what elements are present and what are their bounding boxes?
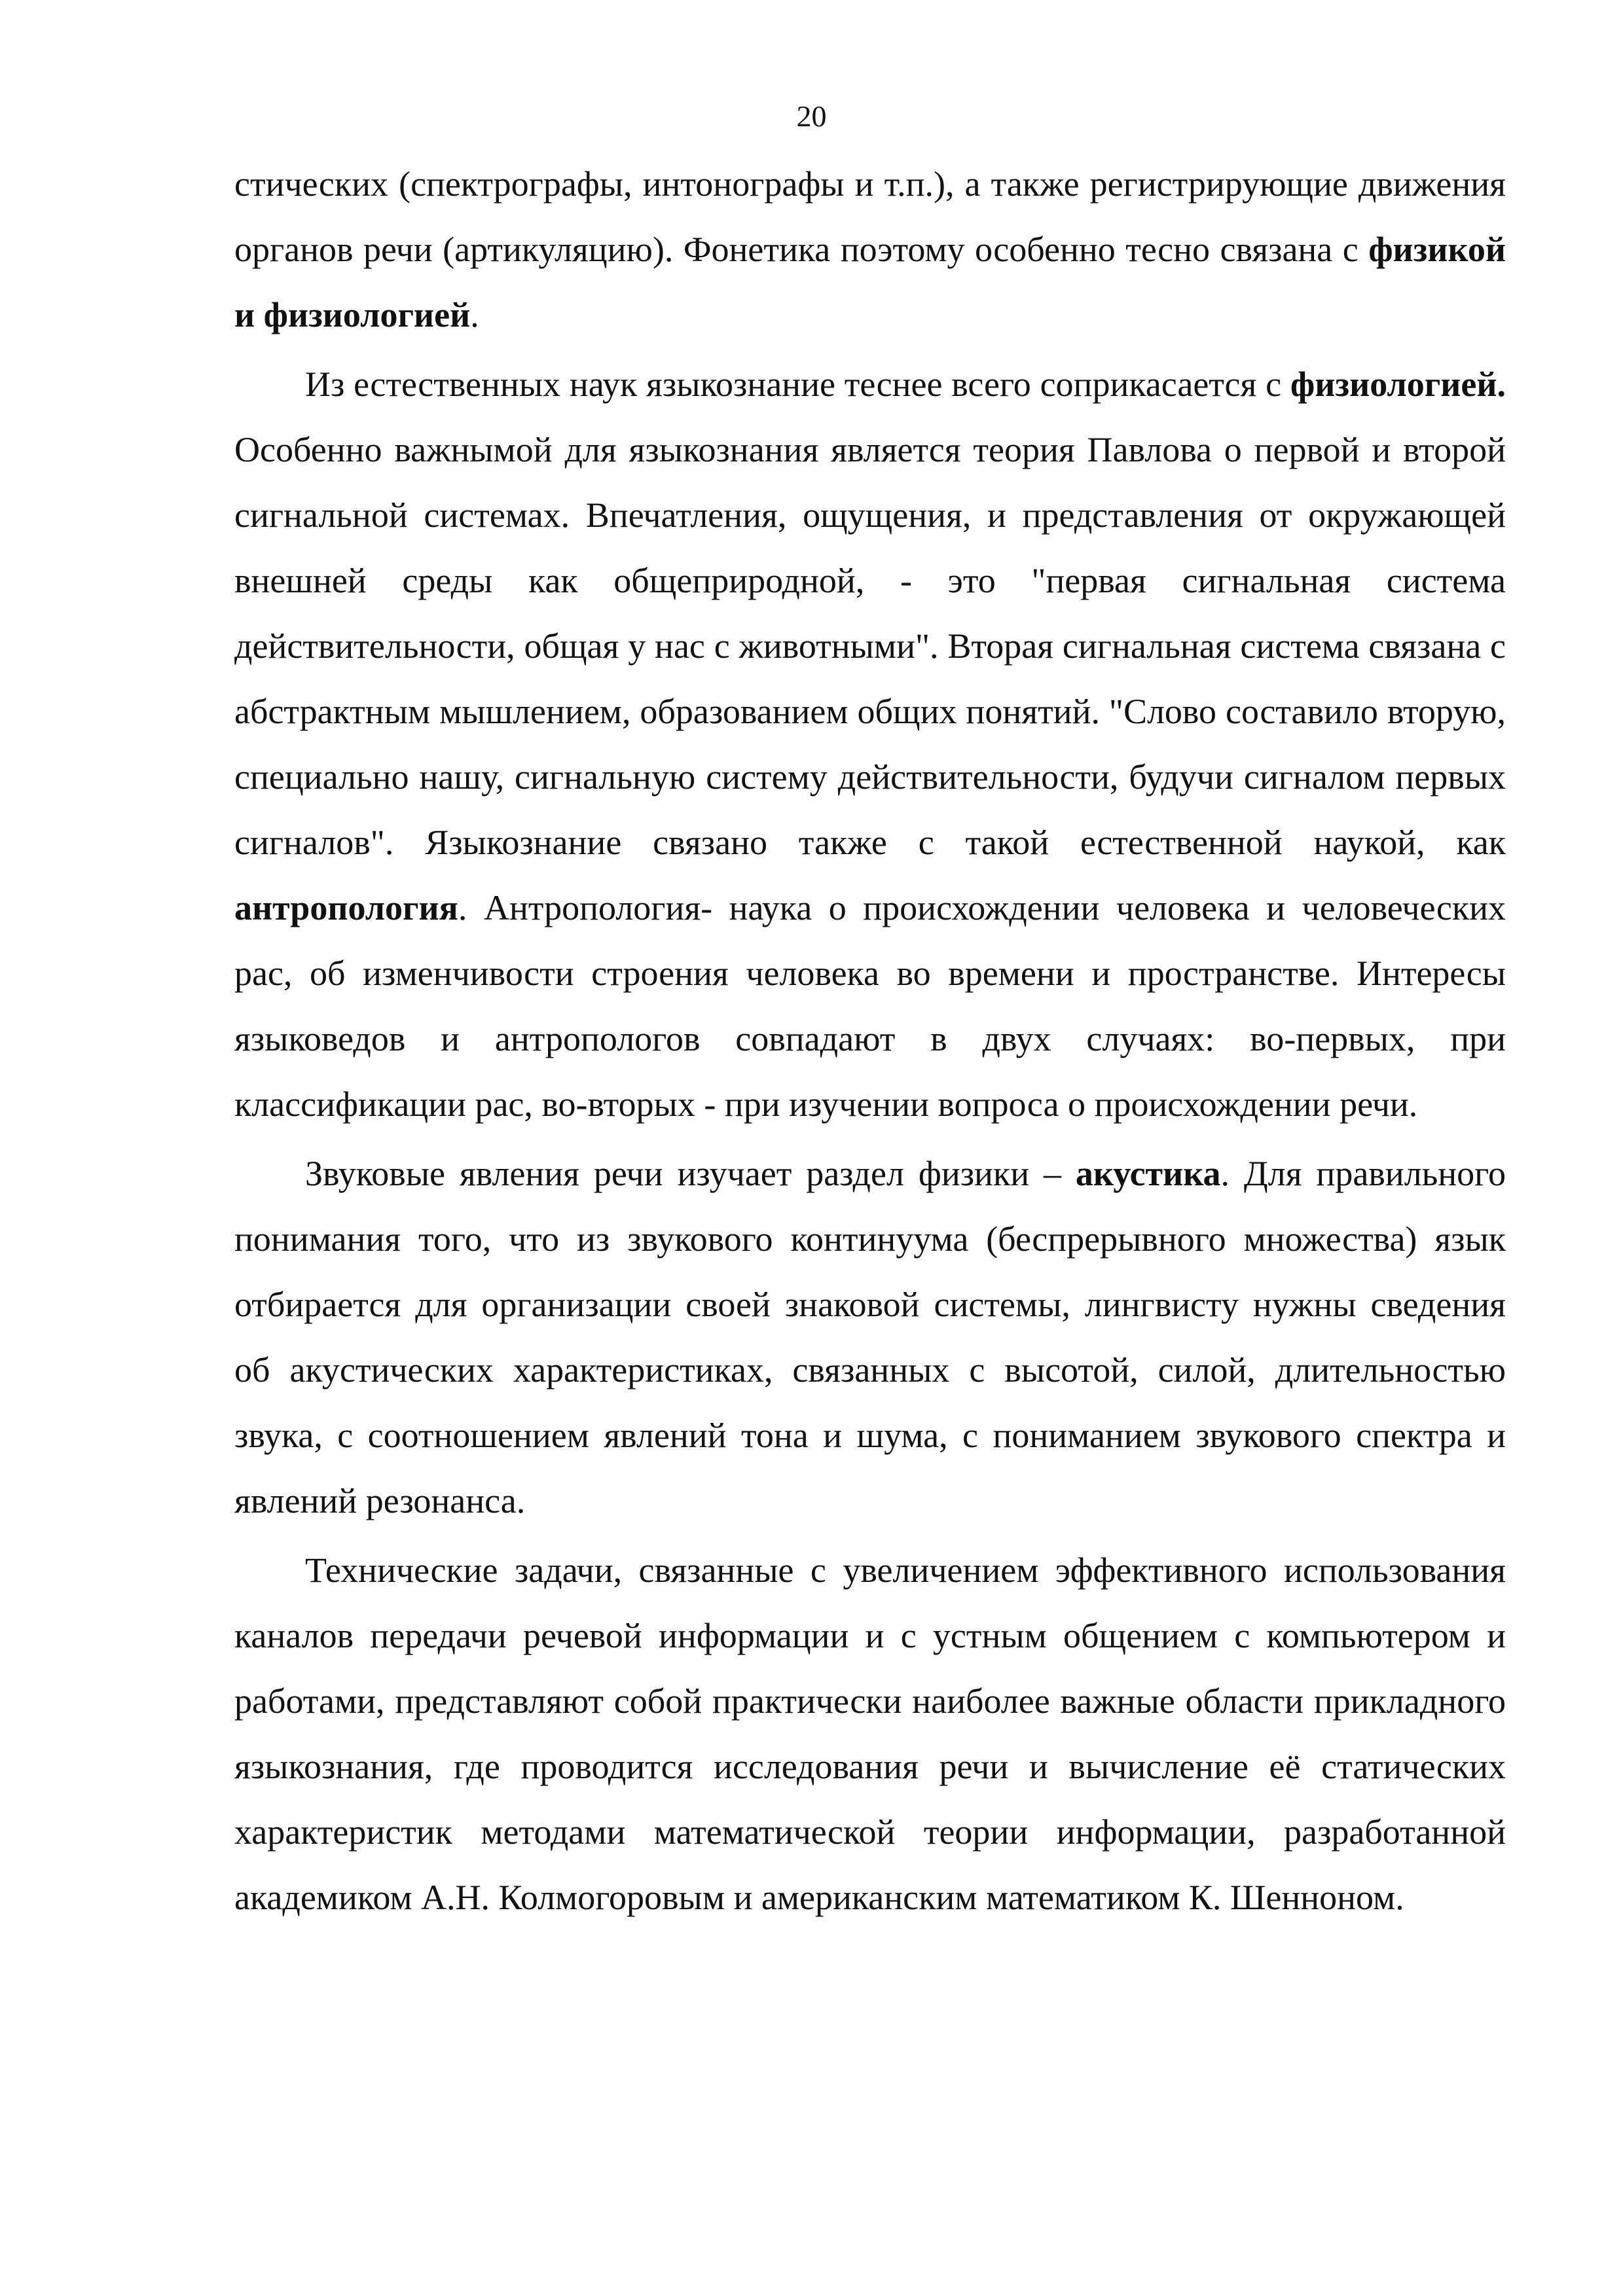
paragraph-3 [234,1141,1506,1534]
paragraph-text: Особенно важнымой для языкознания является теория Павлова о первой и второй сигнальной системах. Впечатления, ощущения, и представления от окружающей внешней среды как общеприродной, - это "первая сигнальная система действительности, общая у нас с животными". Вторая сигнальная система связана с абстрактным мышлением, образованием общих понятий. "Слово составило вторую, специально нашу, сигнальную систему действительности, будучи сигналом первых сигналов". Языкознание связано также с такой естественной наукой, как [234,430,1506,862]
paragraph-4 [234,1537,1506,1930]
paragraph-text: Звуковые явления речи изучает раздел физики – [305,1154,1076,1193]
bold-term-physics-physiology: физикой и физиологией [234,230,1506,334]
paragraph-text: стических (спектрографы, интонографы и т.п.), а также регистрирующие движения органов речи (артикуляцию). Фонетика поэтому особенно тесно связана с [234,164,1506,269]
paragraph-2 [234,351,1506,1137]
paragraph-text: Из естественных наук языкознание теснее всего соприкасается с [305,365,1290,404]
paragraph-text: . [470,295,479,334]
bold-term-physiology: физиологией. [1290,365,1506,404]
bold-term-anthropology: антропология [234,888,458,927]
paragraph-1 [234,151,1506,348]
text-body [234,151,1506,1930]
paragraph-text: Технические задачи, связанные с увеличением эффективного использования каналов передачи речевой информации и с устным общением с компьютером и работами, представляют собой практически наиболее важные области прикладного языкознания, где проводится исследования речи и вычисление её статических характеристик методами математической теории информации, разработанной академиком А.Н. Колмогоровым и американским математиком К. Шенноном. [234,1551,1506,1917]
paragraph-text: . Для правильного понимания того, что из звукового континуума (беспрерывного множества) язык отбирается для организации своей знаковой системы, лингвисту нужны сведения об акустических характеристиках, связанных с высотой, силой, длительностью звука, с соотношением явлений тона и шума, с пониманием звукового спектра и явлений резонанса. [234,1154,1506,1520]
paragraph-text: . Антропология- наука о происхождении человека и человеческих рас, об изменчивости строения человека во времени и пространстве. Интересы языковедов и антропологов совпадают в двух случаях: во-первых, при классификации рас, во-вторых - при изучении вопроса о происхождении речи. [234,888,1506,1124]
bold-term-acoustics: акустика [1075,1154,1221,1193]
page-number: 20 [796,99,827,133]
